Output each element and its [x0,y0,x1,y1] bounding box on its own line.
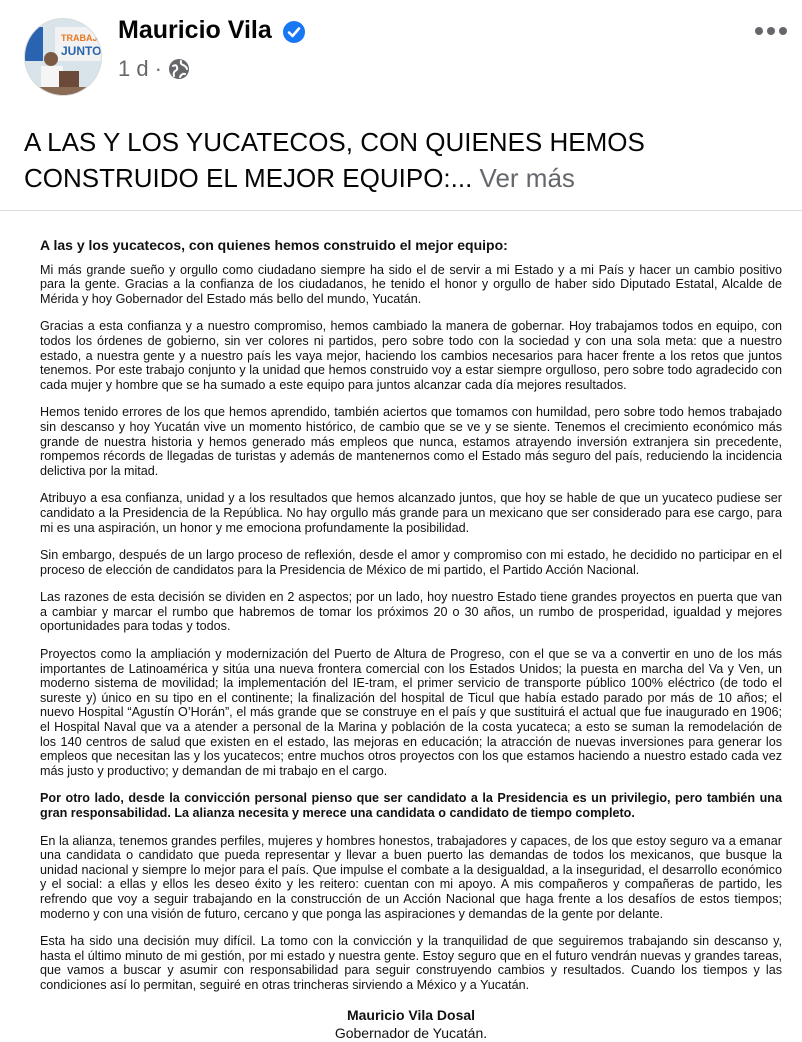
letter-paragraph: Sin embargo, después de un largo proceso de reflexión, desde el amor y compromiso con mi estado, he decidido no participar en el proceso de elección de candidatos para la Presidencia de México de mi partido, el Partido Acción Nacional. [40,548,782,577]
letter-paragraph: Gracias a esta confianza y a nuestro compromiso, hemos cambiado la manera de gobernar. Hoy trabajamos todos en equipo, con todos los órdenes de gobierno, sin ver colores ni partidos, pero sobre todo con la sociedad y con una sola meta: que a nuestro estado, a nuestra gente y a nuestro país les vaya mejor, haciendo los cambios necesarios para hacer frente a los retos que juntos tenemos. Por este trabajo conjunto y la unidad que hemos construido voy a estar siempre orgulloso, pero sobre todo agradecido con cada mujer y hombre que se ha sumado a este equipo para juntos alcanzar cada día mejores resultados. [40,319,782,392]
letter-paragraph: Proyectos como la ampliación y modernización del Puerto de Altura de Progreso, con el que se va a convertir en uno de los más importantes de Latinoamérica y sitúa una nueva frontera comercial con los Estados Unidos; la puesta en marcha del Va y Ven, un moderno sistema de movilidad; la implementación del IE-tram, el primer servicio de transporte público 100% eléctrico (de todo el sureste y) único en su tipo en el continente; la finalización del hospital de Ticul que había estado parado por más de 10 años; el nuevo Hospital “Agustín O’Horán”, el más grande que se construye en el país y que sustituirá el actual que fue inaugurado en 1906; el Hospital Naval que va a atender a personal de la Marina y población de la costa yucateca; a esto se suman la remodelación de los 140 centros de salud que existen en el estado, las mejoras en educación; la atracción de nuevas inversiones para generar los empleos que necesitan las y los yucatecos; entre muchos otros proyectos con los que estamos haciendo a nuestro estado cada vez más justo y productivo; y demandan de mi trabajo en el cargo. [40,647,782,778]
post-text [24,124,794,196]
letter-paragraph: Hemos tenido errores de los que hemos aprendido, también aciertos que tomamos con humildad, pero sobre todo hemos trabajado sin descanso y hoy Yucatán vive un momento histórico, de cambio que se ve y se siente. Tenemos el crecimiento económico más grande de nuestra historia y hemos generado más empleos que nunca, estamos atrayendo inversión extranjera sin precedente, rompemos récords de llegadas de turistas y además de mantenernos como el Estado más seguro del país, reduciendo la incidencia delictiva por la mitad. [40,405,782,478]
signature-title: Gobernador de Yucatán. [334,1024,488,1041]
letter-paragraph: Esta ha sido una decisión muy difícil. La tomo con la convicción y la tranquilidad de que seguiremos trabajando sin descanso y, hasta el último minuto de mi gestión, por mi estado y nuestra gente. Estoy seguro que en el futuro vendrán nuevas y grandes tareas, que vamos a buscar y asumir con responsabilidad para seguir construyendo cambios y resultados. Cuando los tiempos y las condiciones así lo permitan, seguiré en otras trincheras sirviendo a México y a Yucatán. [40,934,782,992]
svg-text:JUNTO: JUNTO [61,44,101,58]
more-options-icon[interactable] [754,24,788,38]
signature-name: Mauricio Vila Dosal [346,1006,476,1023]
letter-paragraph: En la alianza, tenemos grandes perfiles, mujeres y hombres honestos, trabajadores y capaces, de los que estoy seguro va a emanar una candidata o candidato que pueda representar y llevar a buen puerto las demandas de todos los mexicanos, que busque la unidad nacional y siempre lo mejor para el país. Que impulse el combate a la desigualdad, a la inseguridad, el desarrollo económico y el social: a ellas y ellos les deseo éxito y les reitero: cuentan con mi apoyo. A mis compañeros y compañeras de partido, les refrendo que voy a seguir trabajando en la construcción de un Acción Nacional que haga frente a los desafíos de estos tiempos; moderno y con una visión de futuro, cercano y que ponga las aspiraciones y demandas de la gente por delante. [40,833,782,921]
letter-paragraph-bold: Por otro lado, desde la convicción personal pienso que ser candidato a la Presidencia es un privilegio, pero también una gran responsabilidad. La alianza necesita y merece una candidata o candidato de tiempo completo. [40,791,782,820]
letter-paragraph: Las razones de esta decisión se dividen en 2 aspectos; por un lado, hoy nuestro Estado tiene grandes proyectos en puerta que van a cambiar y marcar el rumbo que habremos de tomar los próximos 20 o 30 años, un rumbo de prosperidad, igualdad y mejores oportunidades para todas y todos. [40,590,782,634]
letter-heading: A las y los yucatecos, con quienes hemos construido el mejor equipo: [40,237,508,253]
letter-image[interactable] [40,238,782,1042]
see-more-link[interactable]: Ver más [479,163,575,193]
avatar-photo [25,19,101,95]
globe-icon [168,58,190,80]
post-text-content: A LAS Y LOS YUCATECOS, CON QUIENES HEMOS CONSTRUIDO EL MEJOR EQUIPO:... [24,127,645,193]
meta-separator: · [154,56,162,81]
letter-paragraph: Atribuyo a esa confianza, unidad y a los resultados que hemos alcanzado juntos, que hoy se hable de que un yucateco pudiese ser candidato a la Presidencia de la República. No hay orgullo más grande para un mexicano que ser considerado para ese cargo, para mi es una aspiración, un honor y me emociona profundamente la posibilidad. [40,491,782,535]
verified-badge-icon [282,20,306,44]
post-meta [118,56,190,82]
post-time[interactable]: 1 d [118,56,149,81]
svg-text:TRABAJ: TRABAJ [61,33,98,43]
signature [40,1006,782,1042]
author-name[interactable]: Mauricio Vila [118,16,272,44]
post-header [0,0,802,110]
avatar[interactable] [24,18,102,96]
divider [0,210,802,211]
letter-paragraph: Mi más grande sueño y orgullo como ciudadano siempre ha sido el de servir a mi Estado y a mi País y hacer un cambio positivo para la gente. Gracias a la confianza de los ciudadanos, he tenido el honor y orgullo de haber sido Diputado Estatal, Alcalde de Mérida y hoy Gobernador del Estado más bello del mundo, Yucatán. [40,262,782,306]
